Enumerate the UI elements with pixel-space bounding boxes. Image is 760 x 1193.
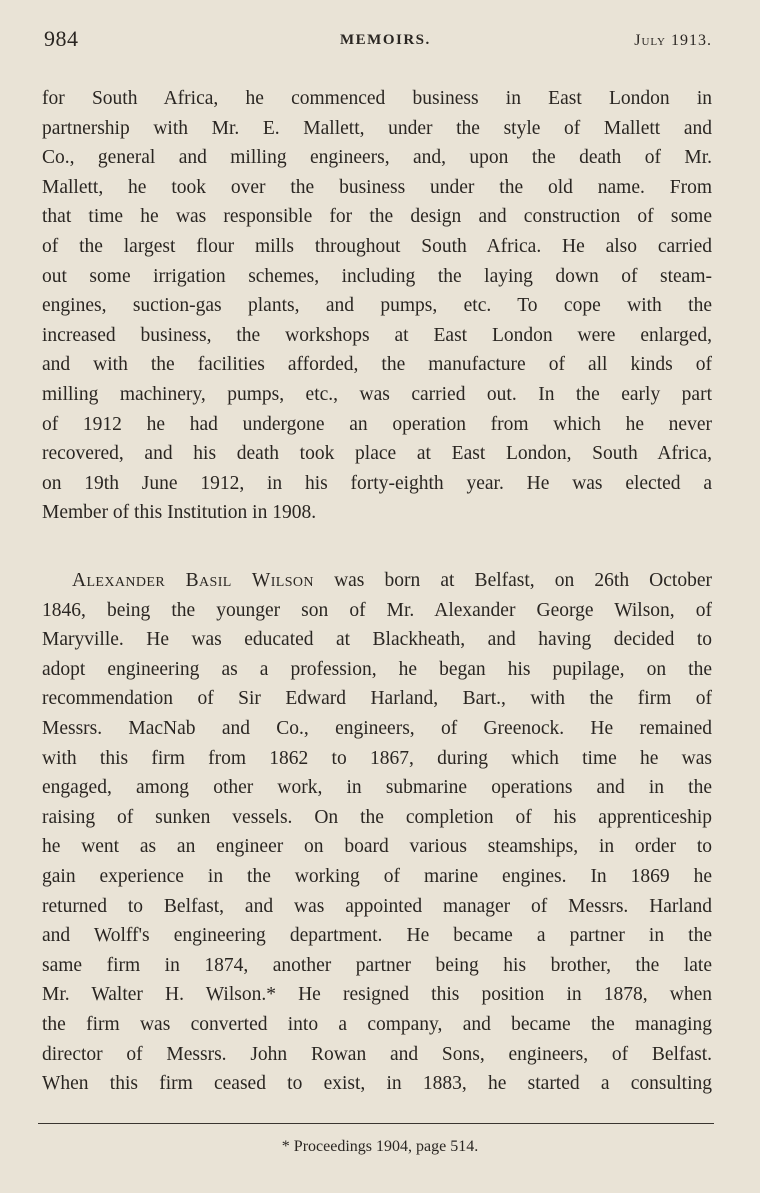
text-line: Maryville. He was educated at Blackheath, and having decided to xyxy=(42,629,712,651)
text-line: engines, suction-gas plants, and pumps, etc. To cope with the xyxy=(42,295,712,317)
text-line: Co., general and milling engineers, and, upon the death of Mr. xyxy=(42,147,712,169)
section-title: MEMOIRS. xyxy=(340,32,431,48)
text-line: adopt engineering as a profession, he began his pupilage, on the xyxy=(42,658,712,680)
text-line: When this firm ceased to exist, in 1883, he started a consulting xyxy=(42,1073,712,1095)
opening-line-text: was born at Belfast, on 26th October xyxy=(313,570,712,591)
page-number: 984 xyxy=(44,26,79,51)
text-line: the firm was converted into a company, and became the managing xyxy=(42,1013,712,1035)
text-line: Mr. Walter H. Wilson.* He resigned this position in 1878, when xyxy=(42,984,712,1006)
text-line: Messrs. MacNab and Co., engineers, of Greenock. He remained xyxy=(42,717,712,739)
text-line: increased business, the workshops at East London were enlarged, xyxy=(42,324,712,346)
text-line: gain experience in the working of marine engines. In 1869 he xyxy=(42,865,712,887)
text-line: same firm in 1874, another partner being his brother, the late xyxy=(42,954,712,976)
footnote-divider xyxy=(38,1123,714,1124)
text-line: partnership with Mr. E. Mallett, under the style of Mallett and xyxy=(42,117,712,139)
text-line: milling machinery, pumps, etc., was carried out. In the early part xyxy=(42,383,712,405)
text-line: out some irrigation schemes, including the laying down of steam- xyxy=(42,265,712,287)
text-line: director of Messrs. John Rowan and Sons, engineers, of Belfast. xyxy=(42,1043,712,1065)
text-line: recovered, and his death took place at East London, South Africa, xyxy=(42,443,712,465)
text-line: for South Africa, he commenced business in East London in xyxy=(42,88,712,109)
memoir-paragraph-wilson xyxy=(42,566,712,1099)
running-head xyxy=(44,26,712,56)
text-line: engaged, among other work, in submarine operations and in the xyxy=(42,777,712,799)
memoir-opening-line xyxy=(42,566,712,596)
text-line: Member of this Institution in 1908. xyxy=(42,502,317,524)
text-line: recommendation of Sir Edward Harland, Bart., with the firm of xyxy=(42,688,712,710)
text-line: and Wolff's engineering department. He became a partner in the xyxy=(42,925,712,947)
footnote: * Proceedings 1904, page 514. xyxy=(281,1138,479,1155)
issue-date: July 1913. xyxy=(634,32,712,49)
memoir-paragraph-continued xyxy=(42,84,712,528)
text-line: Mallett, he took over the business under the old name. From xyxy=(42,176,712,198)
text-line: raising of sunken vessels. On the completion of his apprenticeship xyxy=(42,806,712,828)
text-line: that time he was responsible for the design and construction of some xyxy=(42,206,712,228)
text-line: 1846, being the younger son of Mr. Alexander George Wilson, of xyxy=(42,599,712,621)
memoir-subject-name: Alexander Basil Wilson xyxy=(72,570,314,591)
text-line: on 19th June 1912, in his forty-eighth year. He was elected a xyxy=(42,472,712,494)
text-line: he went as an engineer on board various steamships, in order to xyxy=(42,836,712,858)
text-line: of 1912 he had undergone an operation from which he never xyxy=(42,413,712,435)
text-line: of the largest flour mills throughout South Africa. He also carried xyxy=(42,235,712,257)
text-line: with this firm from 1862 to 1867, during which time he was xyxy=(42,747,712,769)
text-line: returned to Belfast, and was appointed manager of Messrs. Harland xyxy=(42,895,712,917)
text-line: and with the facilities afforded, the manufacture of all kinds of xyxy=(42,354,712,376)
